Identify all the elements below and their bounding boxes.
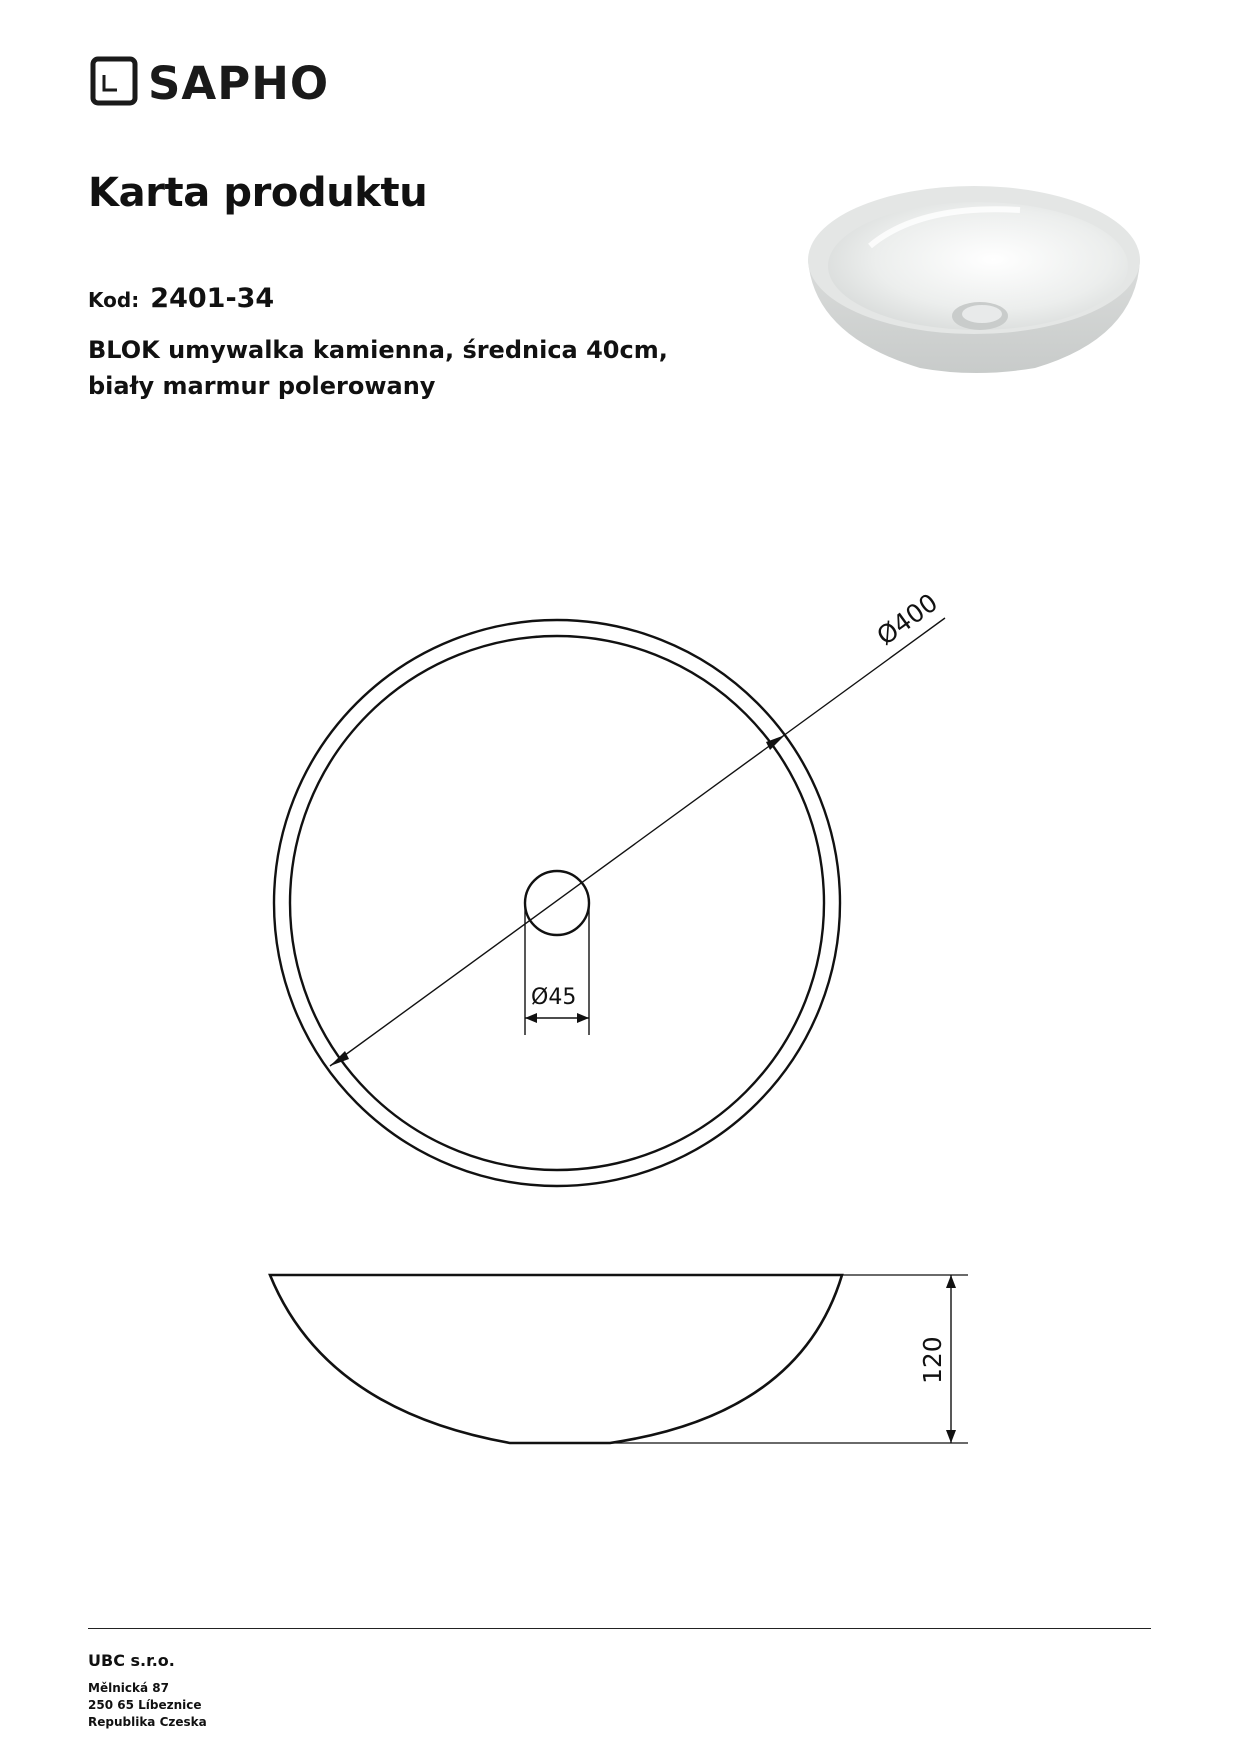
product-code xyxy=(88,283,274,314)
drain-diameter-dimension xyxy=(525,903,589,1035)
outer-rim-circle xyxy=(274,620,840,1186)
address-line: 250 65 Líbeznice xyxy=(88,1698,202,1712)
inner-rim-circle xyxy=(290,636,824,1170)
sapho-logo-mark xyxy=(90,56,362,108)
address-line: Mělnická 87 xyxy=(88,1681,169,1695)
footer-divider xyxy=(88,1628,1151,1629)
company-name: UBC s.r.o. xyxy=(88,1651,175,1670)
technical-drawing xyxy=(0,580,1239,1480)
outer-diameter-label: Ø400 xyxy=(871,587,944,651)
product-description: BLOK umywalka kamienna, średnica 40cm, biały marmur polerowany xyxy=(88,336,668,400)
code-value: 2401-34 xyxy=(150,283,275,314)
drain-diameter-label: Ø45 xyxy=(531,985,577,1010)
company-address xyxy=(88,1680,207,1731)
brand-logo xyxy=(90,56,362,108)
page-title: Karta produktu xyxy=(88,170,428,216)
address-line: Republika Czeska xyxy=(88,1715,207,1729)
svg-text:SAPHO: SAPHO xyxy=(148,57,330,108)
outer-diameter-dimension xyxy=(330,588,945,1066)
top-view xyxy=(274,620,840,1186)
height-label: 120 xyxy=(918,1336,947,1384)
drain-circle xyxy=(525,871,589,935)
side-view xyxy=(270,1275,842,1443)
height-dimension xyxy=(610,1275,968,1443)
code-label: Kod: xyxy=(88,288,140,312)
product-photo xyxy=(800,176,1146,376)
